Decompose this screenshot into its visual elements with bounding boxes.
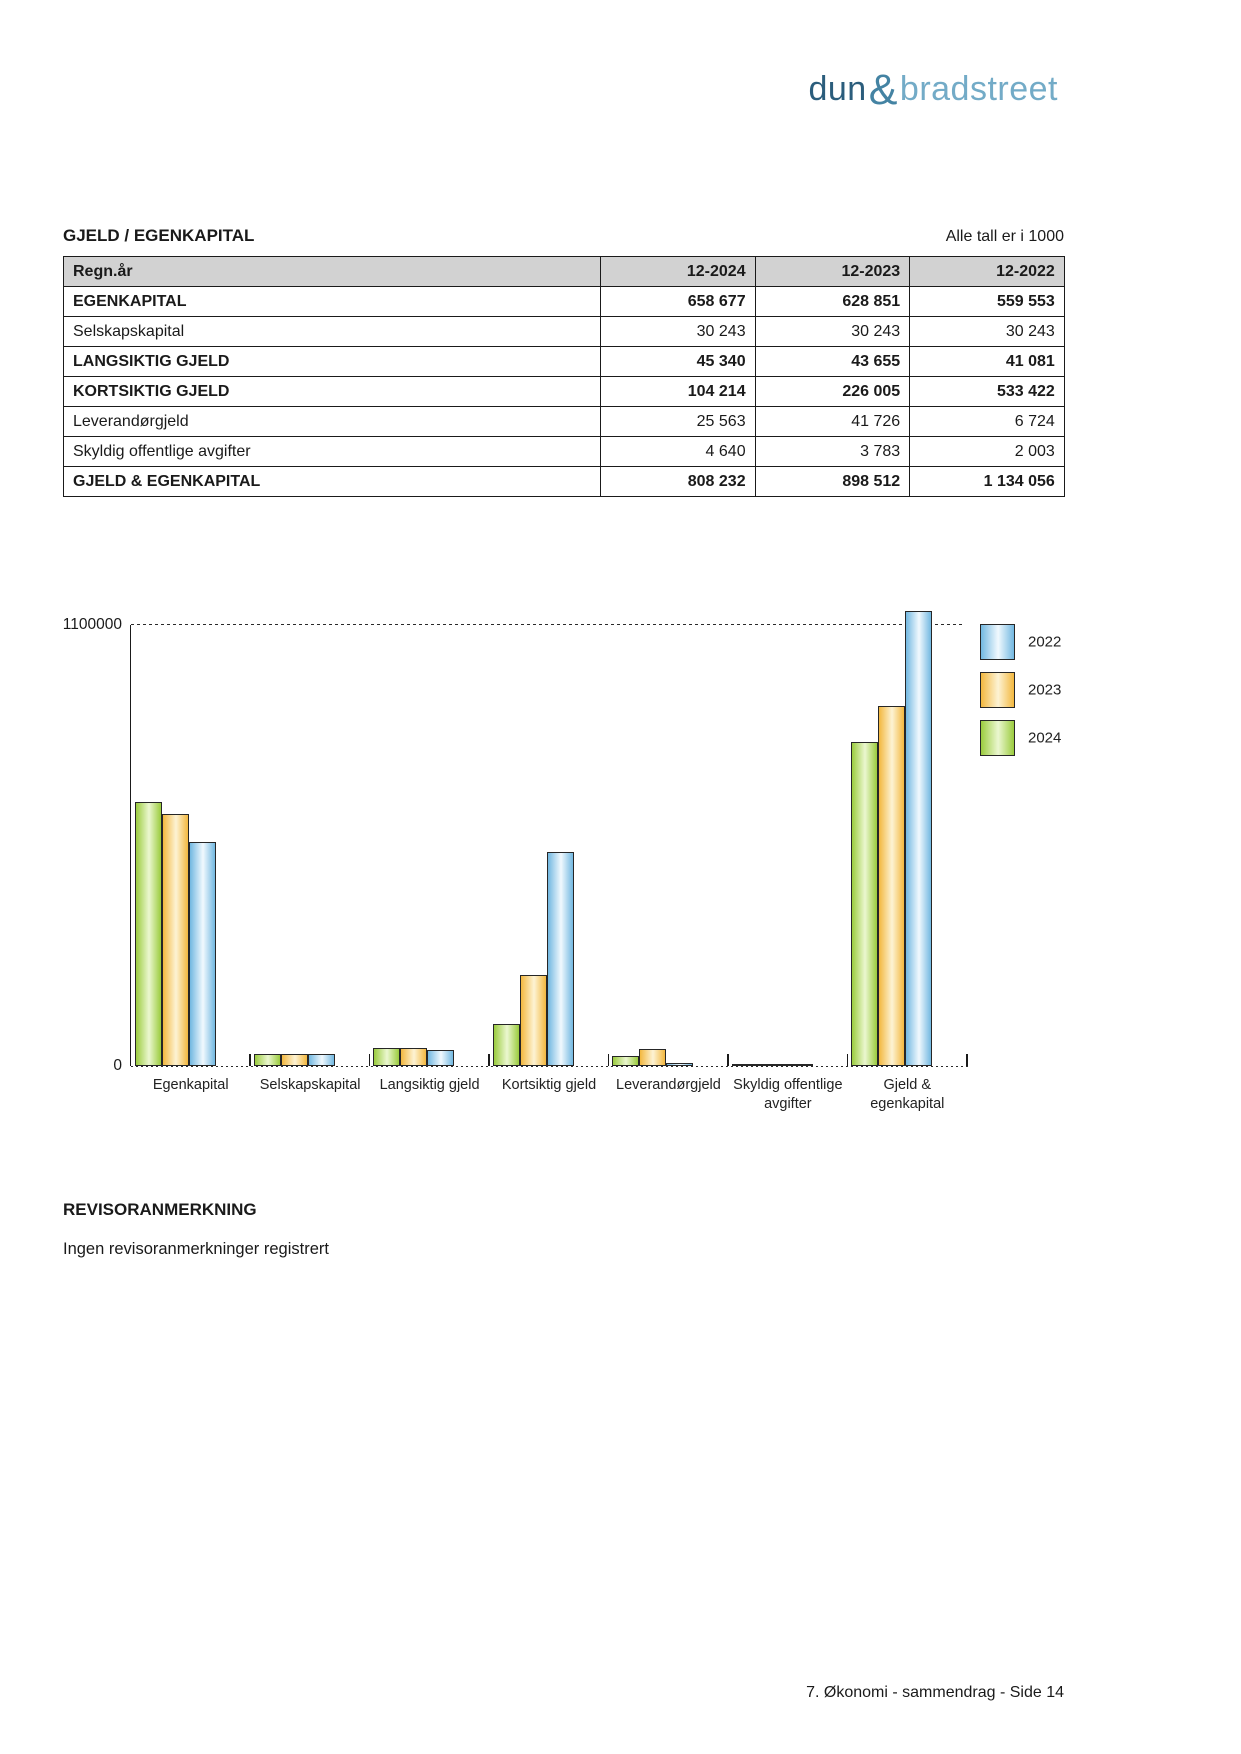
legend-swatch-2022 — [980, 624, 1015, 660]
category-label: Kortsiktig gjeld — [501, 1077, 597, 1093]
table-cell-value: 41 726 — [755, 407, 910, 437]
section-head — [63, 226, 1064, 246]
table-cell-value: 2 003 — [910, 437, 1065, 467]
table-row-label: EGENKAPITAL — [64, 287, 601, 317]
table-row-label: Leverandørgjeld — [64, 407, 601, 437]
legend-label: 2023 — [1028, 681, 1062, 699]
table-cell-value: 533 422 — [910, 377, 1065, 407]
table-cell-value: 559 553 — [910, 287, 1065, 317]
table-cell-value: 898 512 — [755, 467, 910, 497]
table-cell-value: 45 340 — [601, 347, 756, 377]
y-axis-zero-label: 0 — [113, 1057, 122, 1074]
category-label: Gjeld & egenkapital — [870, 1077, 945, 1113]
table-row-label: Skyldig offentlige avgifter — [64, 437, 601, 467]
bar-2023 — [281, 1054, 308, 1066]
bar-2022 — [427, 1050, 454, 1066]
legend-swatch-2024 — [980, 720, 1015, 756]
chart-legend — [980, 624, 1062, 768]
bar-2023 — [400, 1048, 427, 1066]
table-row — [64, 317, 1065, 347]
x-axis-tick — [727, 1054, 729, 1066]
financial-table — [63, 256, 1065, 497]
revisor-section-title: REVISORANMERKNING — [63, 1200, 257, 1219]
bar-2024 — [612, 1056, 639, 1066]
bar-2024 — [732, 1064, 759, 1066]
category-label: Egenkapital — [152, 1077, 229, 1093]
page-footer: 7. Økonomi - sammendrag - Side 14 — [806, 1684, 1064, 1701]
table-cell-value: 226 005 — [755, 377, 910, 407]
table-cell-value: 6 724 — [910, 407, 1065, 437]
logo-dun: dun — [808, 70, 867, 108]
x-axis-tick — [966, 1054, 968, 1066]
category-label: Leverandørgjeld — [616, 1077, 721, 1093]
table-row — [64, 467, 1065, 497]
table-row-label: GJELD & EGENKAPITAL — [64, 467, 601, 497]
x-axis-tick — [488, 1054, 490, 1066]
bar-2023 — [878, 706, 905, 1066]
bar-2024 — [373, 1048, 400, 1066]
x-axis-tick — [847, 1054, 849, 1066]
x-axis-tick — [608, 1054, 610, 1066]
logo-bradstreet: bradstreet — [899, 70, 1058, 108]
table-header-cell: 12-2024 — [601, 257, 756, 287]
table-header-cell: 12-2022 — [910, 257, 1065, 287]
table-cell-value: 104 214 — [601, 377, 756, 407]
table-cell-value: 43 655 — [755, 347, 910, 377]
bar-2024 — [135, 802, 162, 1066]
table-cell-value: 628 851 — [755, 287, 910, 317]
bar-2023 — [520, 975, 547, 1066]
table-cell-value: 1 134 056 — [910, 467, 1065, 497]
bar-2023 — [759, 1064, 786, 1066]
table-cell-value: 30 243 — [755, 317, 910, 347]
table-cell-value: 30 243 — [910, 317, 1065, 347]
bar-2022 — [905, 611, 932, 1066]
table-cell-value: 658 677 — [601, 287, 756, 317]
bar-chart — [130, 625, 967, 1113]
legend-item — [980, 672, 1062, 708]
legend-item — [980, 624, 1062, 660]
table-cell-value: 3 783 — [755, 437, 910, 467]
table-row — [64, 377, 1065, 407]
table-cell-value: 4 640 — [601, 437, 756, 467]
x-axis-tick — [369, 1054, 371, 1066]
table-header-cell: 12-2023 — [755, 257, 910, 287]
category-label: Selskapskapital — [259, 1077, 361, 1093]
table-body — [64, 287, 1065, 497]
section-title: GJELD / EGENKAPITAL — [63, 226, 255, 245]
table-row-label: Selskapskapital — [64, 317, 601, 347]
table-row — [64, 347, 1065, 377]
bar-2024 — [851, 742, 878, 1066]
bar-2022 — [666, 1063, 693, 1066]
revisor-section-text: Ingen revisoranmerkninger registrert — [63, 1240, 329, 1258]
table-row — [64, 437, 1065, 467]
bar-2022 — [786, 1064, 813, 1066]
table-cell-value: 808 232 — [601, 467, 756, 497]
category-label: Langsiktig gjeld — [379, 1077, 480, 1093]
bar-2022 — [308, 1054, 335, 1066]
bar-2023 — [162, 814, 189, 1066]
dun-bradstreet-logo — [808, 66, 1058, 115]
legend-item — [980, 720, 1062, 756]
legend-label: 2024 — [1028, 729, 1062, 747]
bar-2024 — [254, 1054, 281, 1066]
table-cell-value: 30 243 — [601, 317, 756, 347]
table-cell-value: 41 081 — [910, 347, 1065, 377]
units-note: Alle tall er i 1000 — [945, 228, 1064, 245]
x-axis-tick — [249, 1054, 251, 1066]
table-header-row — [64, 257, 1065, 287]
bar-2024 — [493, 1024, 520, 1066]
table-header-cell: Regn.år — [64, 257, 601, 287]
table-row — [64, 407, 1065, 437]
legend-label: 2022 — [1028, 633, 1062, 651]
table-row-label: LANGSIKTIG GJELD — [64, 347, 601, 377]
category-label: Skyldig offentlige avgifter — [733, 1077, 843, 1113]
bar-2023 — [639, 1049, 666, 1066]
legend-swatch-2023 — [980, 672, 1015, 708]
y-axis-max-label: 1100000 — [62, 616, 122, 633]
table-row — [64, 287, 1065, 317]
logo-ampersand-icon: & — [868, 66, 898, 114]
gridline-1100000 — [131, 624, 963, 625]
bar-2022 — [189, 842, 216, 1066]
table-head — [64, 257, 1065, 287]
table-row-label: KORTSIKTIG GJELD — [64, 377, 601, 407]
bar-2022 — [547, 852, 574, 1066]
table-cell-value: 25 563 — [601, 407, 756, 437]
